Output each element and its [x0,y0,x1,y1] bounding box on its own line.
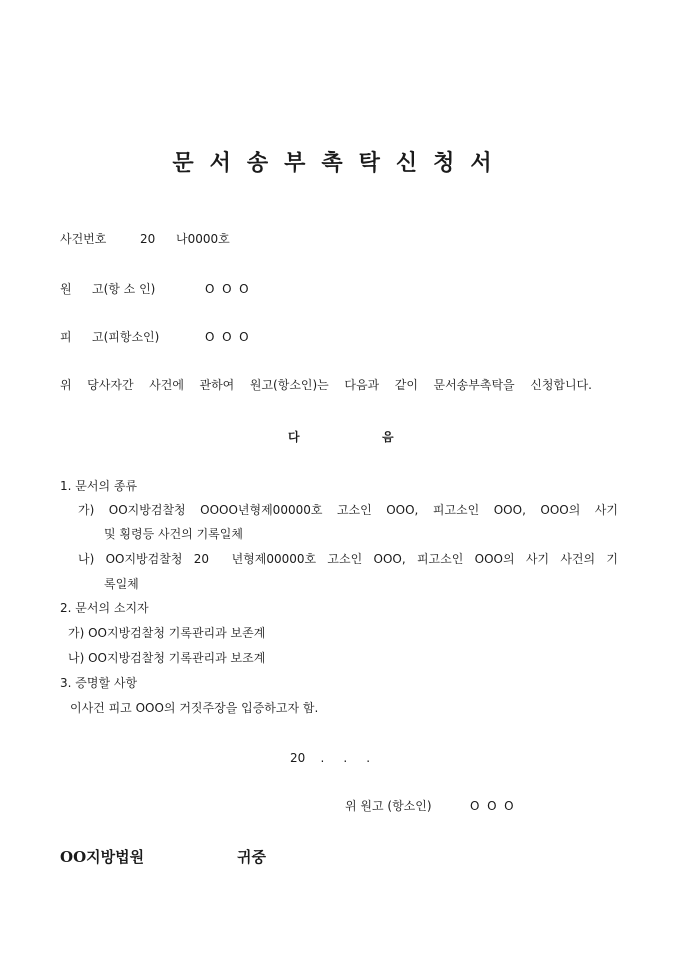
court-name: OO지방법원 [60,848,145,866]
case-number: 나0000호 [176,232,230,246]
signature-name: O O O [470,799,514,813]
document-title: 문서송부촉탁신청서 [172,150,508,176]
section-1-item-na-line2: 록일체 [104,577,139,591]
section-2-title: 2. 문서의 소지자 [60,601,149,615]
heading-da: 다 [288,430,300,444]
section-3-body: 이사건 피고 OOO의 거짓주장을 입증하고자 함. [70,701,319,715]
defendant-name: O O O [205,330,249,344]
case-year: 20 [140,232,156,246]
section-1-title: 1. 문서의 종류 [60,479,138,493]
section-2-item-ga: 가) OO지방검찰청 기록관리과 보존계 [68,626,266,640]
court-suffix: 귀중 [237,848,266,866]
signature-label: 위 원고 (항소인) [345,799,432,813]
defendant-label-b: 고(피항소인) [92,330,160,344]
plaintiff-name: O O O [205,282,249,296]
defendant-label-a: 피 [60,330,72,344]
section-1-item-ga-line1: 가) OO지방검찰청 OOOO년형제00000호 고소인 OOO, 피고소인 OOO, OOO의 사기 [78,503,618,517]
section-1-item-ga-line2: 및 횡령등 사건의 기록일체 [104,527,243,541]
plaintiff-label-b: 고(항 소 인) [92,282,156,296]
date-line: 20 . . . [290,751,371,765]
section-3-title: 3. 증명할 사항 [60,676,138,690]
section-2-item-na: 나) OO지방검찰청 기록관리과 보조계 [68,651,266,665]
intro-paragraph: 위 당사자간 사건에 관하여 원고(항소인)는 다음과 같이 문서송부촉탁을 신청합니다. [60,378,592,392]
plaintiff-label-a: 원 [60,282,72,296]
case-number-label: 사건번호 [60,232,107,246]
heading-eum: 음 [382,430,394,444]
section-1-item-na-line1: 나) OO지방검찰청 20 년형제00000호 고소인 OOO, 피고소인 OOO의 사기 사건의 기 [78,552,618,566]
